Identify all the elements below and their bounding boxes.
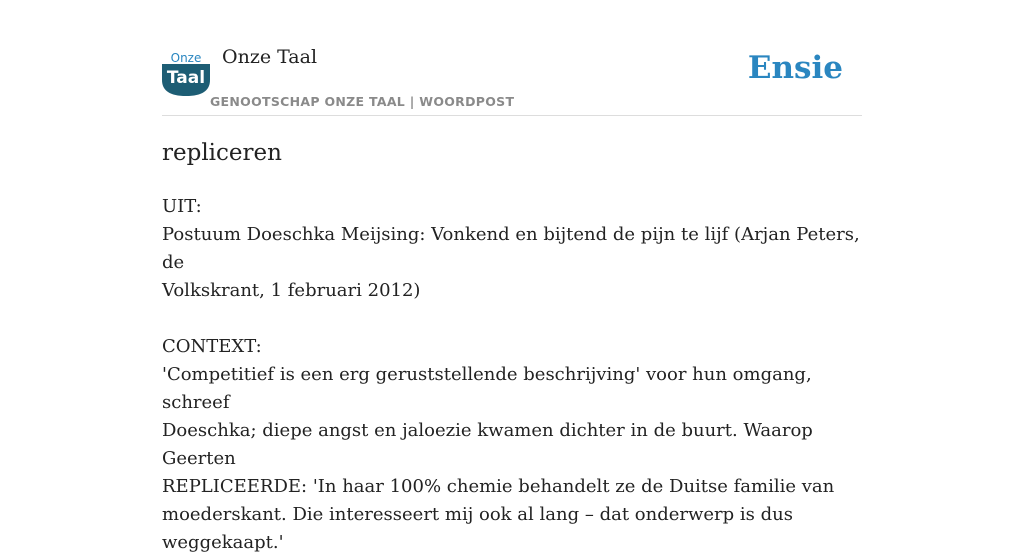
ensie-brand-link[interactable]: Ensie [747,50,843,86]
context-line-2: Doeschka; diepe angst en jaloezie kwamen dichter in de buurt. Waarop Geerten [162,420,813,469]
context-label: CONTEXT: [162,336,262,357]
entry-word-title: repliceren [162,140,282,166]
logo-bottom-text: Taal [166,68,206,88]
entry-body [162,193,862,557]
context-line-3: REPLICEERDE: 'In haar 100% chemie behandelt ze de Duitse familie van [162,476,835,497]
site-header [162,40,862,116]
org-name[interactable]: Onze Taal [222,46,318,68]
context-line-5: weggekaapt.' [162,532,284,553]
context-line-1: 'Competitief is een erg geruststellende beschrijving' voor hun omgang, schreef [162,364,812,413]
org-subtitle: GENOOTSCHAP ONZE TAAL | WOORDPOST [210,94,515,109]
onze-taal-logo-icon[interactable] [162,52,210,96]
context-line-4: moederskant. Die interesseert mij ook al lang – dat onderwerp is dus [162,504,793,525]
source-line-1: Postuum Doeschka Meijsing: Vonkend en bijtend de pijn te lijf (Arjan Peters, de [162,224,860,273]
logo-top-text: Onze [170,51,202,65]
source-label: UIT: [162,196,202,217]
source-line-2: Volkskrant, 1 februari 2012) [162,280,421,301]
paragraph-gap [162,305,862,333]
